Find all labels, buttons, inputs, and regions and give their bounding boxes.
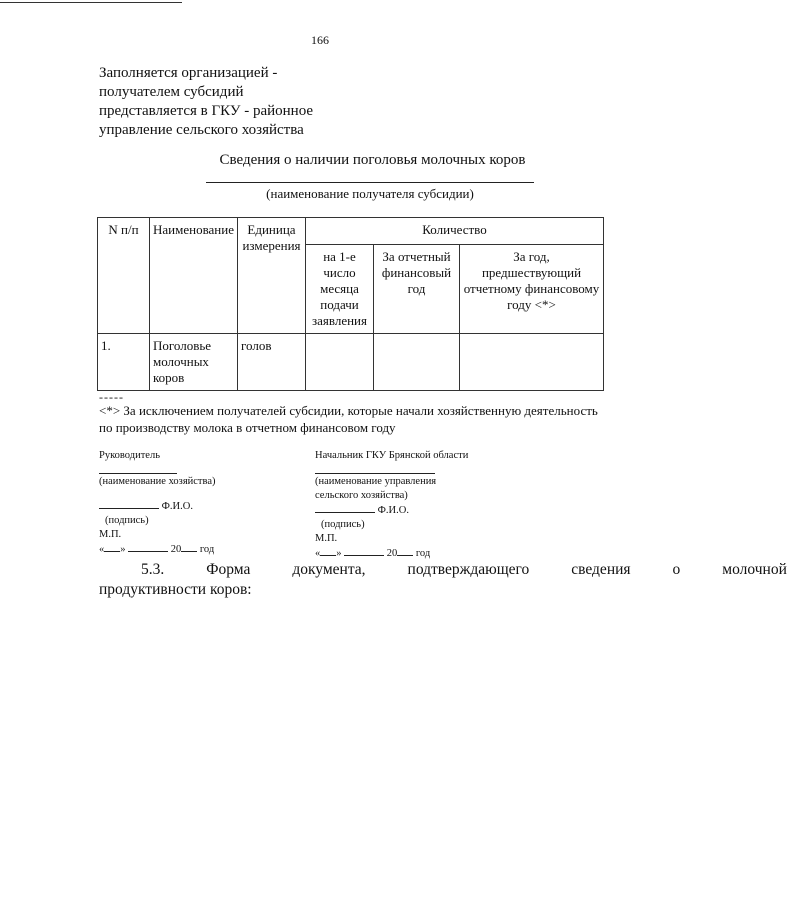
day-line: [320, 546, 336, 556]
date-open: «: [99, 544, 105, 555]
notice-line: управление сельского хозяйства: [99, 122, 304, 138]
date-open: «: [315, 548, 321, 559]
section-word: 5.3.: [141, 561, 165, 578]
year-line: [397, 546, 413, 556]
date-year-label: год: [415, 548, 431, 559]
recipient-caption: (наименование получателя субсидии): [266, 186, 474, 201]
header-quantity-month: на 1-е число месяца подачи заявления: [306, 245, 374, 334]
stamp-label: М.П.: [315, 533, 338, 544]
header-quantity-prior-year: За год, предшествующий отчетному финансовому году <*>: [460, 245, 604, 334]
header-quantity: Количество: [306, 218, 604, 245]
sign-caption: (наименование управления: [315, 473, 435, 489]
signature-block-right: [315, 449, 468, 561]
header-number: N п/п: [98, 218, 150, 334]
sign-caption: (наименование хозяйства): [99, 473, 177, 489]
cell-quantity-prior-year[interactable]: [460, 334, 604, 391]
sign-line: [315, 503, 375, 513]
sign-caption: сельского хозяйства): [315, 490, 408, 501]
form-title: Сведения о наличии поголовья молочных коров: [219, 152, 526, 168]
stamp-label: М.П.: [99, 529, 122, 540]
section-word: Форма: [206, 561, 251, 578]
cell-unit: голов: [238, 334, 306, 391]
notice-line: представляется в ГКУ - районное: [99, 103, 314, 119]
recipient-fill-line: [206, 182, 534, 183]
footnote-separator: -----: [99, 390, 124, 404]
header-name: Наименование: [150, 218, 238, 334]
signature-block-left: [99, 449, 214, 557]
cell-name: Поголовье молочных коров: [150, 334, 238, 391]
section-word: сведения: [571, 561, 631, 578]
sign-caption: (подпись): [321, 519, 365, 530]
section-word: документа,: [292, 561, 366, 578]
notice-line: Заполняется организацией -: [99, 65, 278, 81]
notice-block: [99, 64, 313, 140]
year-line: [181, 542, 197, 552]
section-word: молочной: [722, 561, 787, 578]
section-line-2: продуктивности коров:: [99, 581, 252, 598]
section-word: подтверждающего: [407, 561, 530, 578]
header-quantity-report-year: За отчетный финансовый год: [374, 245, 460, 334]
date-century: 20: [386, 548, 398, 559]
fio-label: Ф.И.О.: [377, 505, 409, 516]
sign-title: Начальник ГКУ Брянской области: [315, 450, 469, 461]
header-unit: Единица измерения: [238, 218, 306, 334]
section-5-3: [99, 560, 787, 600]
date-close: »: [120, 544, 126, 555]
top-rule: [0, 2, 182, 3]
livestock-table: [97, 217, 604, 391]
cell-quantity-month[interactable]: [306, 334, 374, 391]
sign-title: Руководитель: [99, 450, 160, 461]
footnote: <*> За исключением получателей субсидии, которые начали хозяйственную деятельность по производству молока в отчетном финансовом году: [99, 403, 598, 435]
month-line: [128, 542, 168, 552]
sign-caption: (подпись): [105, 515, 149, 526]
day-line: [104, 542, 120, 552]
cell-number: 1.: [98, 334, 150, 391]
fio-label: Ф.И.О.: [161, 501, 193, 512]
section-heading-line: [99, 560, 787, 580]
date-year-label: год: [199, 544, 215, 555]
section-word: о: [672, 561, 681, 578]
page-number: 166: [311, 33, 329, 47]
notice-line: получателем субсидий: [99, 84, 244, 100]
date-century: 20: [170, 544, 182, 555]
sign-line: [99, 499, 159, 509]
cell-quantity-report-year[interactable]: [374, 334, 460, 391]
month-line: [344, 546, 384, 556]
date-close: »: [336, 548, 342, 559]
